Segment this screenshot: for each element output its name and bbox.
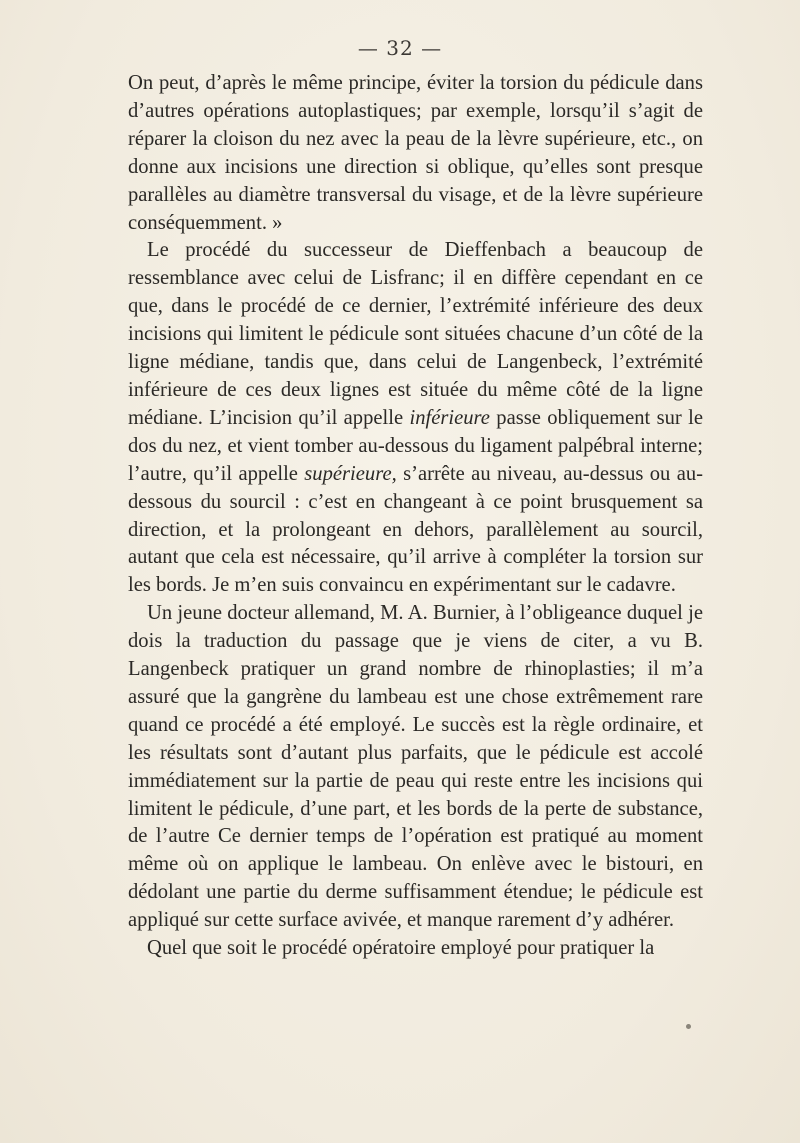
paragraph-2 [128,237,703,600]
paragraph-2-part-1: Le procédé du successeur de Dieffenbach a beaucoup de ressemblance avec celui de Lisfranc; il en diffère cependant en ce que, dans le procédé de ce dernier, l’extrémité inférieure des deux incisions qui limitent le pédicule sont situées chacune d’un côté de la ligne médiane, tandis que, dans celui de Langenbeck, l’extrémité inférieure de ces deux lignes est située du même côté de la ligne médiane. L’incision qu’il appelle [128,239,703,429]
paragraph-1: On peut, d’après le même principe, éviter la torsion du pédicule dans d’autres opérations autoplastiques; par exemple, lorsqu’il s’agit de réparer la cloison du nez avec la peau de la lèvre supérieure, etc., on donne aux incisions une direction si oblique, qu’elles sont presque parallèles au diamètre transversal du visage, et de la lèvre supérieure conséquemment. » [128,72,703,234]
paragraph-2-part-3: s’arrête au niveau, au-dessus ou au-dessous du sourcil : c’est en changeant à ce point brusquement sa direction, et la prolongeant en dehors, parallèlement au sourcil, autant que cela est nécessaire, qu’il arrive à compléter la torsion sur les bords. Je m’en suis convaincu en expérimentant sur le cadavre. [128,462,703,597]
italic-term-inferieure: inférieure [409,406,490,429]
italic-term-superieure: supérieure, [304,462,397,485]
ink-speck [686,1024,691,1029]
body-text [128,70,703,963]
paragraph-2-part-2: passe obliquement sur le dos du nez, et vient tomber au-dessous du ligament palpébral interne; l’autre, qu’il appelle [128,406,703,485]
paragraph-4: Quel que soit le procédé opératoire employé pour pratiquer la [147,937,655,960]
paragraph-3: Un jeune docteur allemand, M. A. Burnier, à l’obligeance duquel je dois la traduction du passage que je viens de citer, a vu B. Langenbeck pratiquer un grand nombre de rhinoplasties; il m’a assuré que la gangrène du lambeau est une chose extrêmement rare quand ce procédé a été employé. Le succès est la règle ordinaire, et les résultats sont d’autant plus parfaits, que le pédicule est accolé immédiatement sur la partie de peau qui reste entre les incisions qui limitent le pédicule, d’une part, et les bords de la perte de substance, de l’autre Ce dernier temps de l’opération est pratiqué au moment même où on applique le lambeau. On enlève avec le bistouri, en dédolant une partie du derme suffisamment étendue; le pédicule est appliqué sur cette surface avivée, et manque rarement d’y adhérer. [128,602,703,932]
page-number: — 32 — [357,36,443,60]
